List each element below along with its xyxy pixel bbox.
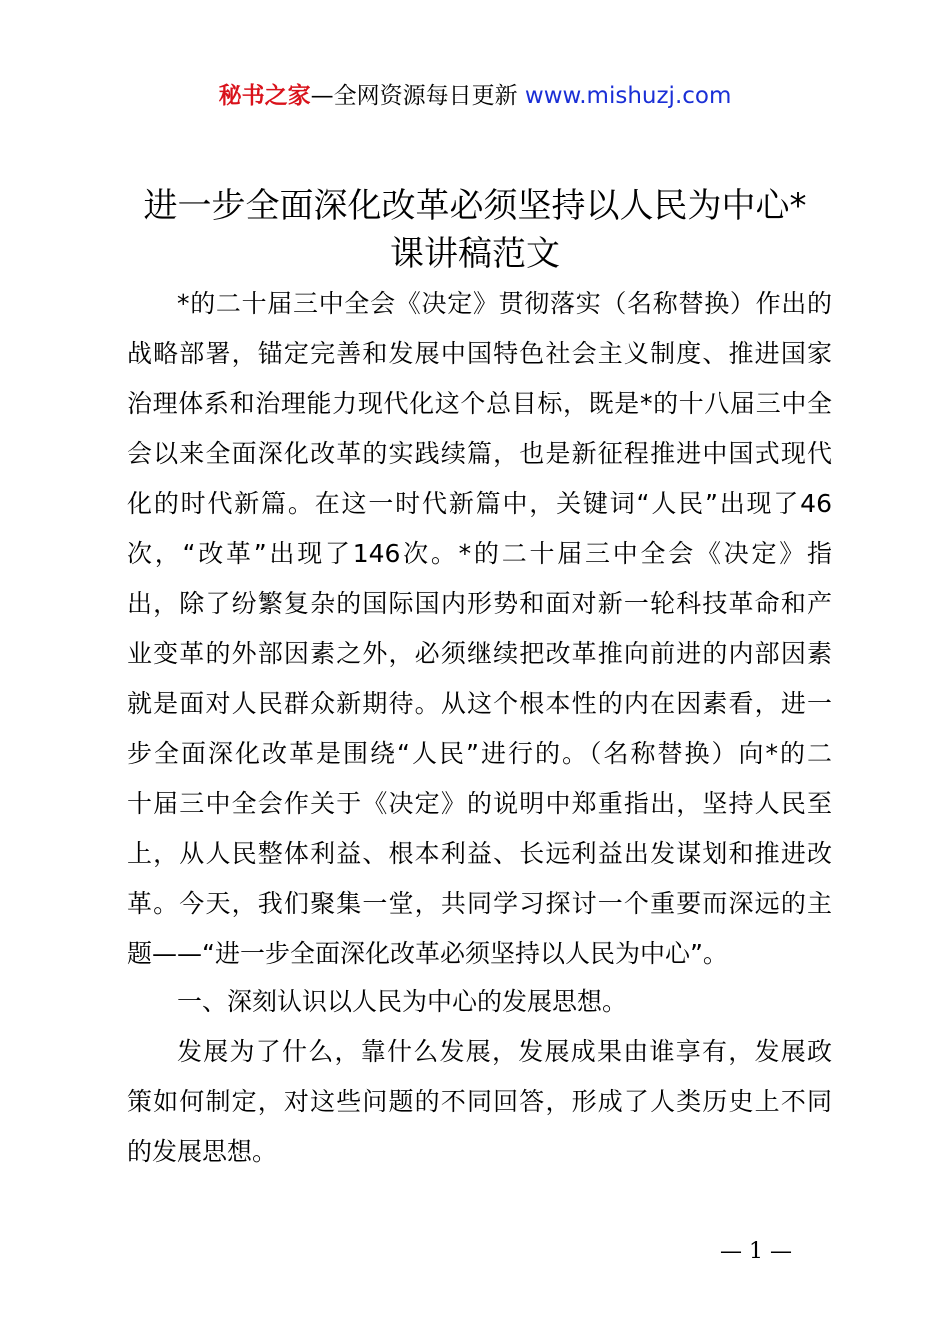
section-heading-text: 一、深刻认识以人民为中心的发展思想。 xyxy=(177,987,628,1016)
paragraph-line: 化的时代新篇。在这一时代新篇中，关键词“人民”出现了46 xyxy=(127,489,832,518)
paragraph-line: 战略部署，锚定完善和发展中国特色社会主义制度、推进国家 xyxy=(127,339,832,368)
site-header xyxy=(0,80,950,112)
paragraph-line: *的二十届三中全会《决定》贯彻落实（名称替换）作出的 xyxy=(177,289,832,318)
intro-paragraph xyxy=(127,279,832,979)
paragraph-line: 业变革的外部因素之外，必须继续把改革推向前进的内部因素 xyxy=(127,639,832,668)
paragraph-line: 次，“改革”出现了146次。*的二十届三中全会《决定》指 xyxy=(127,539,832,568)
section-paragraph xyxy=(127,1027,832,1177)
paragraph-line: 题——“进一步全面深化改革必须坚持以人民为中心”。 xyxy=(127,939,728,968)
paragraph-line: 的发展思想。 xyxy=(127,1137,278,1166)
title-line-2: 课讲稿范文 xyxy=(390,234,560,274)
title-line-1: 进一步全面深化改革必须坚持以人民为中心* xyxy=(143,186,807,226)
paragraph-line: 治理体系和治理能力现代化这个总目标，既是*的十八届三中全 xyxy=(127,389,832,418)
site-brand: 秘书之家 xyxy=(218,83,311,109)
site-tagline: —全网资源每日更新 xyxy=(310,83,518,109)
page-number: — 1 — xyxy=(720,1239,792,1264)
paragraph-line: 就是面对人民群众新期待。从这个根本性的内在因素看，进一 xyxy=(127,689,832,718)
paragraph-line: 发展为了什么，靠什么发展，发展成果由谁享有，发展政 xyxy=(177,1037,832,1066)
section-heading xyxy=(127,977,832,1027)
paragraph-line: 革。今天，我们聚集一堂，共同学习探讨一个重要而深远的主 xyxy=(127,889,832,918)
paragraph-line: 步全面深化改革是围绕“人民”进行的。（名称替换）向*的二 xyxy=(127,739,832,768)
paragraph-line: 十届三中全会作关于《决定》的说明中郑重指出，坚持人民至 xyxy=(127,789,832,818)
document-title xyxy=(60,182,890,278)
paragraph-line: 会以来全面深化改革的实践续篇，也是新征程推进中国式现代 xyxy=(127,439,832,468)
site-url-link[interactable]: www.mishuzj.com xyxy=(524,83,732,109)
paragraph-line: 出，除了纷繁复杂的国际国内形势和面对新一轮科技革命和产 xyxy=(127,589,832,618)
paragraph-line: 上，从人民整体利益、根本利益、长远利益出发谋划和推进改 xyxy=(127,839,832,868)
paragraph-line: 策如何制定，对这些问题的不同回答，形成了人类历史上不同 xyxy=(127,1087,832,1116)
